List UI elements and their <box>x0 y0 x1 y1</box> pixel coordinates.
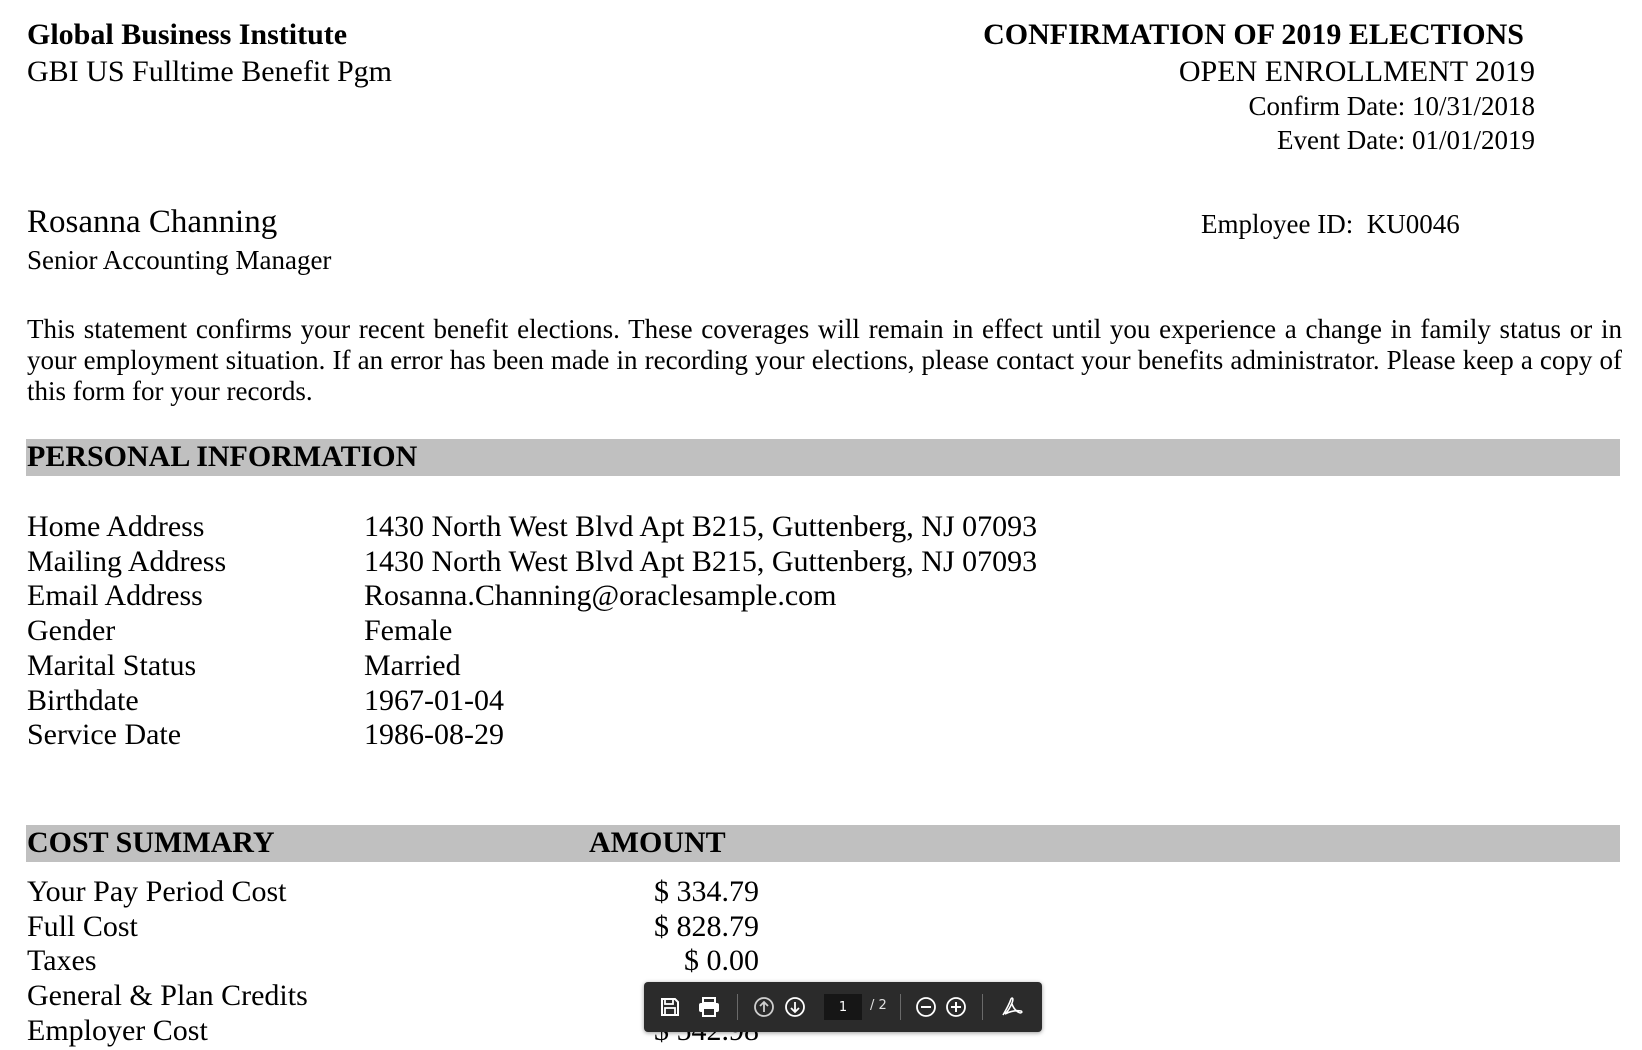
taxes-value: $ 0.00 <box>684 944 759 977</box>
save-icon <box>659 996 681 1018</box>
personal-info-header-bar <box>26 439 1620 476</box>
amount-heading: AMOUNT <box>589 826 726 859</box>
service-date-value: 1986-08-29 <box>364 718 504 751</box>
home-address-label: Home Address <box>27 510 205 543</box>
toolbar-separator <box>982 994 983 1020</box>
general-plan-credits-label: General & Plan Credits <box>27 979 308 1012</box>
org-name: Global Business Institute <box>27 18 348 51</box>
zoom-out-icon <box>915 996 937 1018</box>
cost-summary-heading: COST SUMMARY <box>27 826 275 859</box>
toolbar-separator <box>900 994 901 1020</box>
marital-status-value: Married <box>364 649 461 682</box>
email-address-label: Email Address <box>27 579 203 612</box>
toolbar-separator <box>737 994 738 1020</box>
pay-period-cost-label: Your Pay Period Cost <box>27 875 287 908</box>
confirm-date: Confirm Date: 10/31/2018 <box>1248 91 1535 121</box>
save-button[interactable] <box>658 995 682 1019</box>
zoom-in-icon <box>945 996 967 1018</box>
pdf-toolbar <box>644 982 1042 1032</box>
employee-name: Rosanna Channing <box>27 204 278 240</box>
full-cost-label: Full Cost <box>27 910 138 943</box>
document-title: CONFIRMATION OF 2019 ELECTIONS <box>983 18 1524 51</box>
gender-value: Female <box>364 614 453 647</box>
arrow-up-circle-icon <box>753 996 775 1018</box>
gender-label: Gender <box>27 614 116 647</box>
mailing-address-label: Mailing Address <box>27 545 227 578</box>
marital-status-label: Marital Status <box>27 649 197 682</box>
personal-info-heading: PERSONAL INFORMATION <box>27 440 418 473</box>
employer-cost-label: Employer Cost <box>27 1014 208 1047</box>
print-button[interactable] <box>697 995 721 1019</box>
cost-summary-header-bar <box>26 825 1620 862</box>
open-in-acrobat-button[interactable] <box>1000 995 1024 1019</box>
enrollment-title: OPEN ENROLLMENT 2019 <box>1178 55 1535 88</box>
service-date-label: Service Date <box>27 718 182 751</box>
taxes-label: Taxes <box>27 944 97 977</box>
next-page-button[interactable] <box>783 995 807 1019</box>
program-name: GBI US Fulltime Benefit Pgm <box>27 55 393 88</box>
birthdate-value: 1967-01-04 <box>364 684 504 717</box>
email-address-value: Rosanna.Channing@oraclesample.com <box>364 579 837 612</box>
previous-page-button[interactable] <box>752 995 776 1019</box>
employee-id-value: KU0046 <box>1366 209 1460 239</box>
zoom-in-button[interactable] <box>944 995 968 1019</box>
pay-period-cost-value: $ 334.79 <box>654 875 759 908</box>
print-icon <box>697 996 721 1018</box>
page-number-input[interactable] <box>824 994 862 1020</box>
zoom-out-button[interactable] <box>914 995 938 1019</box>
full-cost-value: $ 828.79 <box>654 910 759 943</box>
employee-id-label: Employee ID: <box>1201 209 1354 239</box>
arrow-down-circle-icon <box>784 996 806 1018</box>
statement-paragraph: This statement confirms your recent benefit elections. These coverages will remain in effect until you experience a change in family status or in your employment situation. If an error has been made in recording your elections, please contact your benefits administrator. Please keep a copy of this form for your records. <box>27 314 1622 406</box>
birthdate-label: Birthdate <box>27 684 139 717</box>
mailing-address-value: 1430 North West Blvd Apt B215, Guttenberg, NJ 07093 <box>364 545 1038 578</box>
employee-title: Senior Accounting Manager <box>27 245 332 275</box>
employee-id <box>1201 209 1460 240</box>
page-total: / 2 <box>870 998 887 1013</box>
event-date: Event Date: 01/01/2019 <box>1277 125 1535 155</box>
acrobat-icon <box>1000 995 1024 1019</box>
home-address-value: 1430 North West Blvd Apt B215, Guttenberg, NJ 07093 <box>364 510 1038 543</box>
